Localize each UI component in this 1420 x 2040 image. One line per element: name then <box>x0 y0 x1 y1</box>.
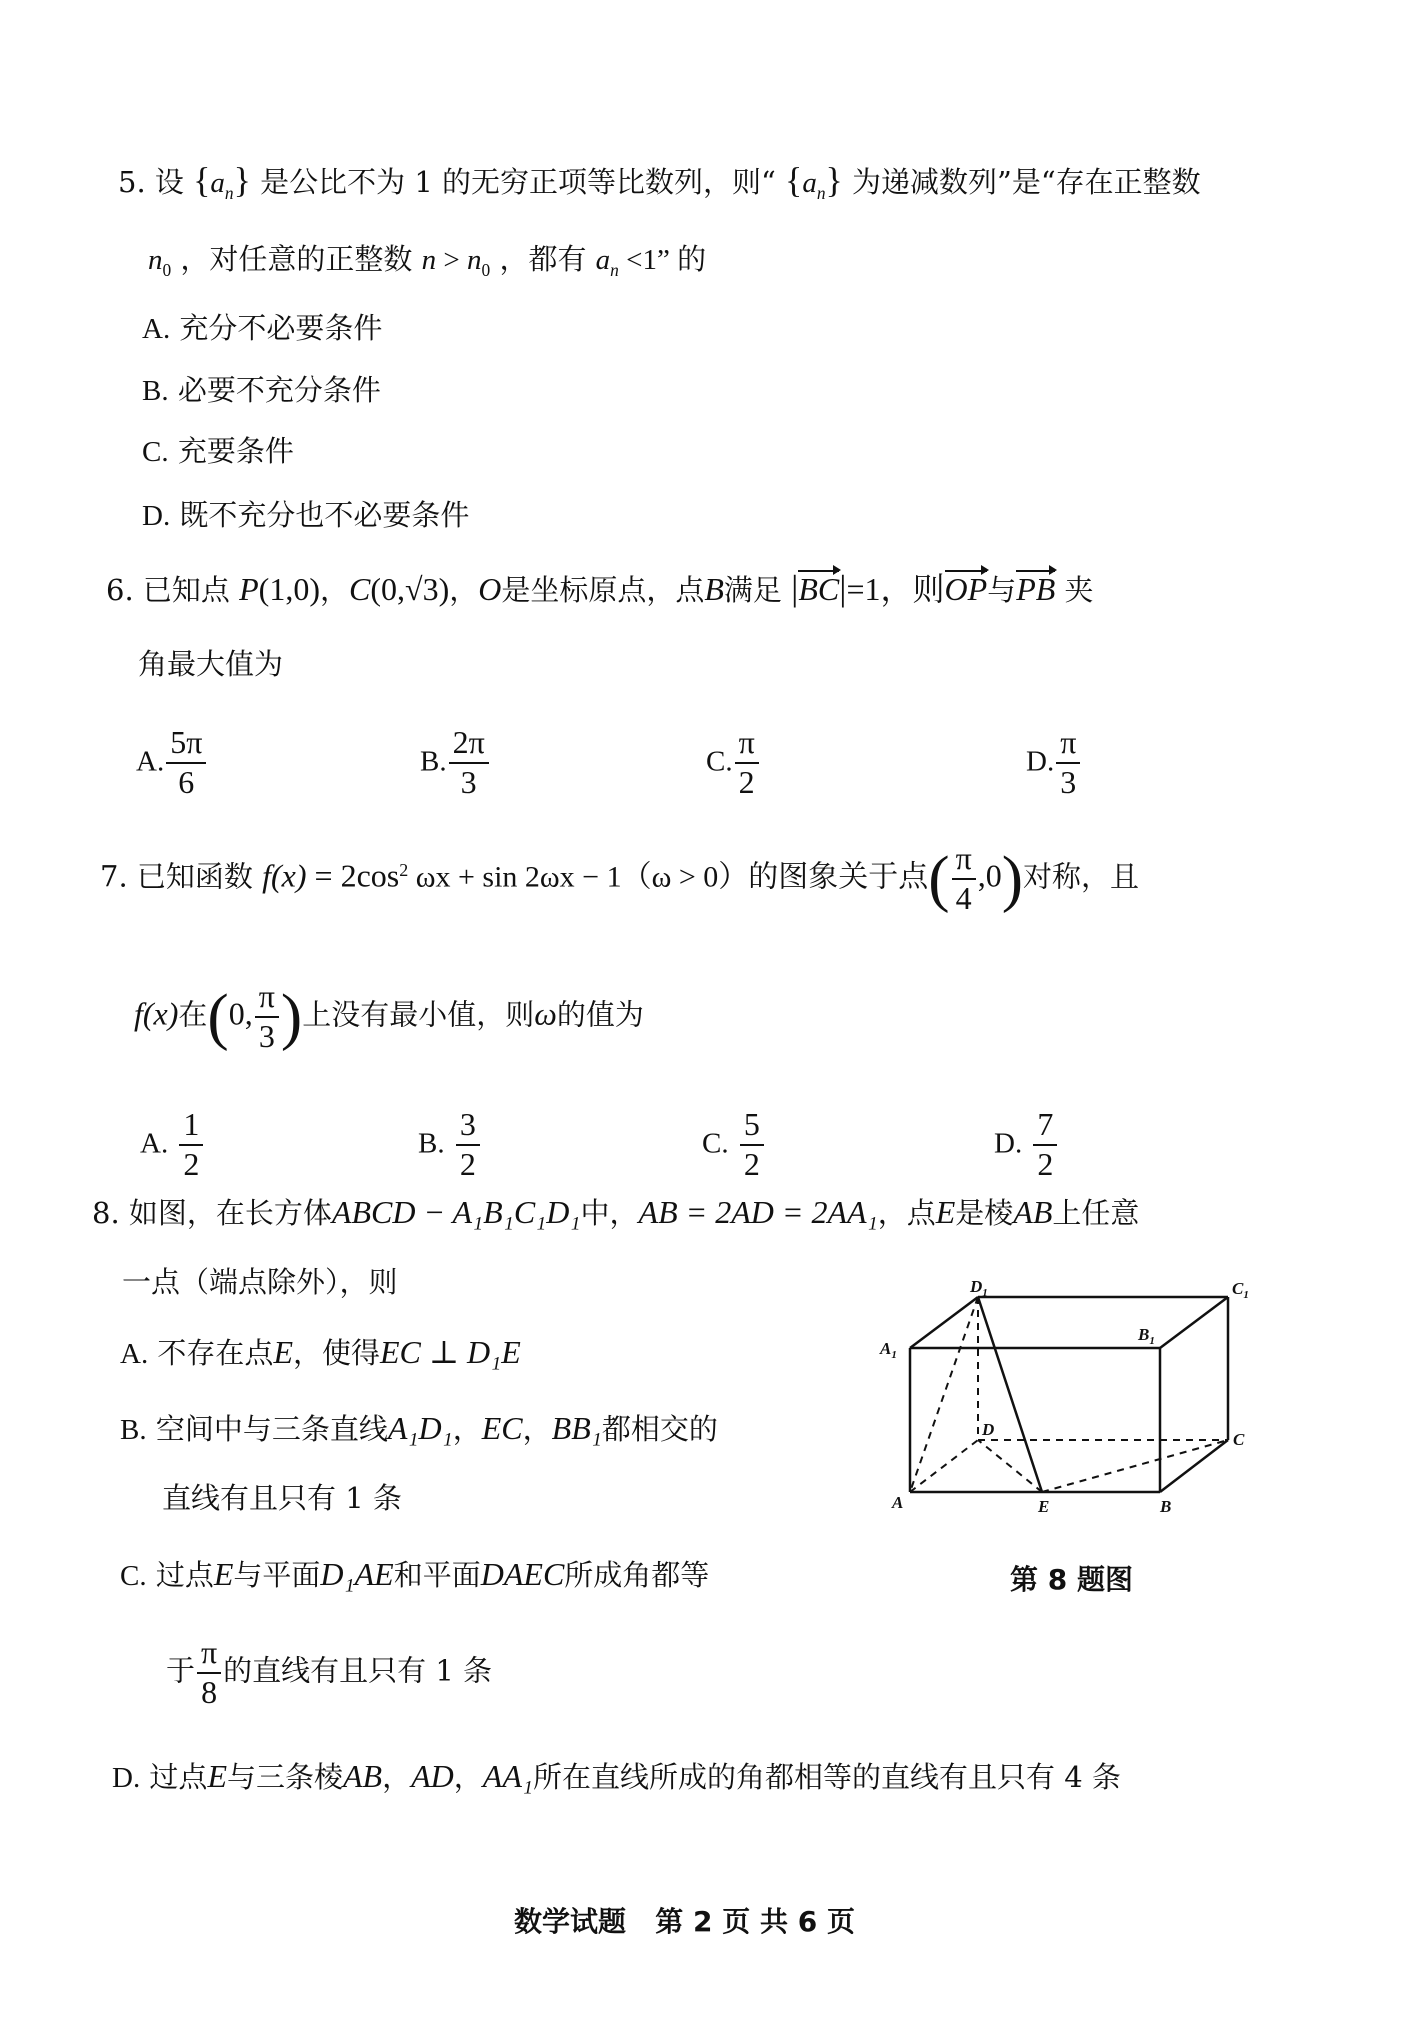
q5-n: n <box>421 244 437 276</box>
q5-n0-sub-2: 0 <box>481 259 491 280</box>
q8-option-c-line2: 于 $\frac{\pi}{8}$ 的直线有且只有 1 条 <box>166 1634 493 1710</box>
q7-option-d[interactable]: D. $\frac{7}{2}$ <box>994 1108 1059 1181</box>
q6-vector-pb: PB <box>1016 571 1056 607</box>
q8-text-1: 如图，在长方体 <box>128 1196 332 1230</box>
q7-line1: 7. 已知函数 $f(x) = 2\cos^2$ ωx + sin 2ωx − 1（ω > 0）的图象关于点( $\frac{\pi}{4}$ ,0)对称，且 <box>100 840 1140 916</box>
q8-cond: AB = 2AD = 2AA₁ <box>638 1194 878 1230</box>
edge-ad <box>910 1440 978 1492</box>
q8-number: 8. <box>92 1196 120 1230</box>
q5-option-b[interactable]: B. 必要不充分条件 <box>142 373 381 407</box>
q8-cuboid-figure <box>870 1280 1270 1520</box>
segment-d1a <box>910 1297 978 1492</box>
segment-d1e <box>978 1297 1042 1492</box>
q6-vector-bc: BC <box>798 571 840 607</box>
q5-n0-sub: 0 <box>162 259 172 280</box>
q6-point-o: O <box>478 571 502 607</box>
label-c: C <box>1233 1430 1245 1449</box>
label-a1: $A_1$ <box>880 1339 897 1361</box>
footer-page: 第 2 页 共 6 页 <box>655 1905 855 1938</box>
q6-sqrt3: √3 <box>405 571 439 607</box>
edge-b1c1 <box>1160 1297 1228 1348</box>
q6-line2: 角最大值为 <box>138 647 284 681</box>
q7-line2: f(x)在(0, $\frac{\pi}{3}$ )上没有最小值，则ω的值为 <box>134 978 644 1054</box>
q5-number: 5. <box>118 165 146 199</box>
q5-n0-2: n <box>467 244 482 276</box>
label-e: E <box>1038 1497 1050 1516</box>
q5-text-3: 为递减数列”是“存在正整数 <box>852 165 1201 199</box>
q7-expr2: ωx + sin 2ωx − 1（ω > 0）的图象关于点 <box>408 860 929 894</box>
q7-square: 2 <box>399 859 409 880</box>
label-d1: $D_1$ <box>970 1280 988 1299</box>
q5-text-5: ，都有 <box>499 242 587 276</box>
label-c1: $C_1$ <box>1232 1280 1249 1301</box>
q5-option-d[interactable]: D. 既不充分也不必要条件 <box>142 498 470 532</box>
q5-text-1: 设 <box>154 165 184 199</box>
q5-line2 <box>148 242 707 280</box>
q6-option-b[interactable]: B. $\frac{2\pi}{3}$ <box>420 726 491 799</box>
q5-line1: 5. 设 $\{a_n\}$ 是公比不为 1 的无穷正项等比数列，则“ $\{a_n\}$ 为递减数列”是“存在正整数 <box>118 160 1201 203</box>
footer <box>514 1900 855 1940</box>
q8-figure-caption: 第 8 题图 <box>1010 1563 1133 1596</box>
q5-an: a <box>210 167 225 199</box>
q7-option-b[interactable]: B. $\frac{3}{2}$ <box>418 1108 482 1181</box>
q7-fx: f(x) <box>262 857 307 894</box>
q5-an-3: a <box>595 244 611 276</box>
edge-bc <box>1160 1440 1228 1492</box>
q5-an-2: a <box>802 167 817 199</box>
q6-point-c: C <box>349 571 371 607</box>
q6-vector-op: OP <box>944 571 988 607</box>
q7-number: 7. <box>100 859 128 894</box>
label-a: A <box>892 1493 904 1512</box>
q7-expr: = 2cos <box>306 857 400 894</box>
q7-fx-2: f(x) <box>134 995 179 1032</box>
q6-text-4: 满足 <box>723 573 782 607</box>
q8-option-b[interactable]: B. 空间中与三条直线A₁D₁，EC，BB₁都相交的 <box>120 1410 718 1446</box>
q5-gt: > <box>436 244 468 276</box>
q7-text-2: 对称，且 <box>1023 859 1140 894</box>
q8-line2: 一点（端点除外），则 <box>122 1265 398 1299</box>
q7-text-4: 上没有最小值，则 <box>302 997 535 1032</box>
q7-option-c[interactable]: C. $\frac{5}{2}$ <box>702 1108 766 1181</box>
q8-box: ABCD − A₁B₁C₁D₁ <box>331 1194 581 1230</box>
label-d: D <box>982 1420 995 1439</box>
q6-number: 6. <box>106 573 134 607</box>
q6-text-3: 是坐标原点，点 <box>501 573 705 607</box>
q6-p-coord: (1,0) <box>258 571 320 607</box>
q5-n0: n <box>148 244 163 276</box>
segment-ec <box>1042 1440 1228 1492</box>
q6-line1: 6. 已知点 P(1,0)，C(0,√3)，O是坐标原点，点B满足 |BC|=1，则OP与PB 夹 <box>106 568 1094 608</box>
q7-text-1: 已知函数 <box>136 859 253 894</box>
q6-option-d[interactable]: D. $\frac{\pi}{3}$ <box>1026 726 1082 799</box>
q5-lt1: <1” 的 <box>618 244 707 276</box>
q7-option-a[interactable]: A. $\frac{1}{2}$ <box>140 1108 205 1181</box>
q5-option-a[interactable]: A. 充分不必要条件 <box>142 311 383 345</box>
q5-an-sub-2: n <box>816 182 826 203</box>
q8-option-a[interactable]: A. 不存在点E，使得EC ⊥ D₁E <box>120 1334 521 1370</box>
q8-line1: 8. 如图，在长方体ABCD − A₁B₁C₁D₁中，AB = 2AD = 2AA₁，点E是棱AB上任意 <box>92 1194 1140 1230</box>
q6-eq: =1，则 <box>846 571 945 607</box>
edge-a1d1 <box>910 1297 978 1348</box>
q6-option-a[interactable]: A. $\frac{5\pi}{6}$ <box>136 726 208 799</box>
q7-omega: ω <box>534 995 557 1032</box>
q6-option-c[interactable]: C. $\frac{\pi}{2}$ <box>706 726 761 799</box>
q8-ab: AB <box>1013 1194 1053 1230</box>
label-b: B <box>1160 1497 1172 1516</box>
q5-an-sub: n <box>224 182 234 203</box>
q8-point-e: E <box>935 1194 956 1230</box>
q8-option-b-line2: 直线有且只有 1 条 <box>162 1481 402 1515</box>
footer-subject: 数学试题 <box>514 1905 627 1938</box>
q5-text-4: ，对任意的正整数 <box>180 242 413 276</box>
q5-option-c[interactable]: C. 充要条件 <box>142 434 294 468</box>
q5-text-2: 是公比不为 1 的无穷正项等比数列，则“ <box>260 165 776 199</box>
q5-an-sub-3: n <box>610 259 619 280</box>
q6-point-b: B <box>704 571 724 607</box>
q8-option-d[interactable]: D. 过点E与三条棱AB，AD，AA₁所在直线所成的角都相等的直线有且只有 4 条 <box>112 1758 1121 1794</box>
q8-option-c[interactable]: C. 过点E与平面D₁AE和平面DAEC所成角都等 <box>120 1556 710 1592</box>
q6-text-1: 已知点 <box>142 573 230 607</box>
label-b1: $B_1$ <box>1138 1325 1155 1347</box>
q6-point-p: P <box>239 571 259 607</box>
